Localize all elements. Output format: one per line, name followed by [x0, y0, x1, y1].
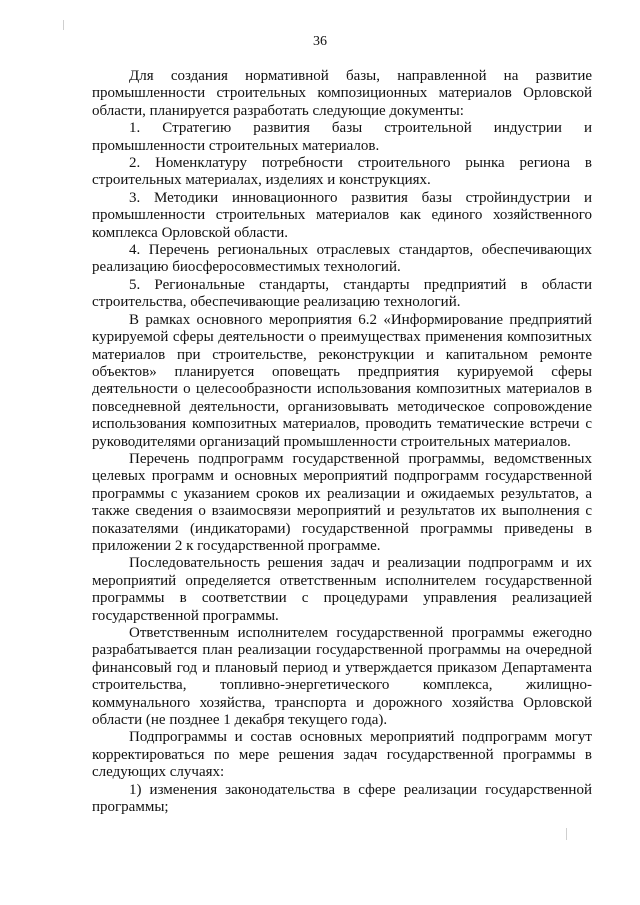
list-item-5: 5. Региональные стандарты, стандарты предприятий в области строительства, обеспечивающие реализацию технологий. [92, 276, 592, 311]
list-item-1: 1. Стратегию развития базы строительной индустрии и промышленности строительных материалов. [92, 120, 592, 154]
list-item-legislation-change: 1) изменения законодательства в сфере реализации государственной программы; [92, 781, 592, 816]
list-item-3: 3. Методики инновационного развития базы стройиндустрии и промышленности строительных материалов как единого хозяйственного комплекса Орловской области. [92, 189, 592, 241]
paragraph-intro: Для создания нормативной базы, направленной на развитие промышленности строительных композиционных материалов Орловской области, планируется разработать следующие документы: [92, 68, 592, 119]
paragraph-subprogram-list: Перечень подпрограмм государственной программы, ведомственных целевых программ и основных мероприятий подпрограмм государственной программы с указанием сроков их реализации и ожидаемых результатов, а также сведения о взаимосвязи мероприятий и результатов их выполнения с показателями (индикаторами) государственной программы приведены в приложении 2 к государственной программе. [92, 450, 592, 554]
page-number: 36 [313, 34, 327, 49]
body-text [92, 68, 592, 816]
scan-artifact [63, 20, 64, 30]
list-item-4: 4. Перечень региональных отраслевых стандартов, обеспечивающих реализацию биосферосовместимых технологий. [92, 242, 592, 276]
paragraph-annual-plan: Ответственным исполнителем государственной программы ежегодно разрабатывается план реализации государственной программы на очередной финансовый год и плановый период и утверждается приказом Департамента строительства, топливно-энергетического комплекса, жилищно-коммунального хозяйства, транспорта и дорожного хозяйства Орловской области (не позднее 1 декабря текущего года). [92, 625, 592, 729]
list-item-2: 2. Номенклатуру потребности строительного рынка региона в строительных материалах, изделиях и конструкциях. [92, 155, 592, 189]
scan-artifact [566, 828, 567, 840]
paragraph-sequence: Последовательность решения задач и реализации подпрограмм и их мероприятий определяется ответственным исполнителем государственной программы в соответствии с процедурами управления реализацией государственной программы. [92, 555, 592, 624]
paragraph-informing: В рамках основного мероприятия 6.2 «Информирование предприятий курируемой сферы деятельности о преимуществах применения композитных материалов при строительстве, реконструкции и капитальном ремонте объектов» планируется оповещать предприятия курируемой сферы деятельности о целесообразности использования композитных материалов в повседневной деятельности, организовывать методическое сопровождение использования композитных материалов, проводить тематические встречи с руководителями организаций промышленности строительных материалов. [92, 311, 592, 450]
paragraph-adjustment: Подпрограммы и состав основных мероприятий подпрограмм могут корректироваться по мере решения задач государственной программы в следующих случаях: [92, 729, 592, 781]
